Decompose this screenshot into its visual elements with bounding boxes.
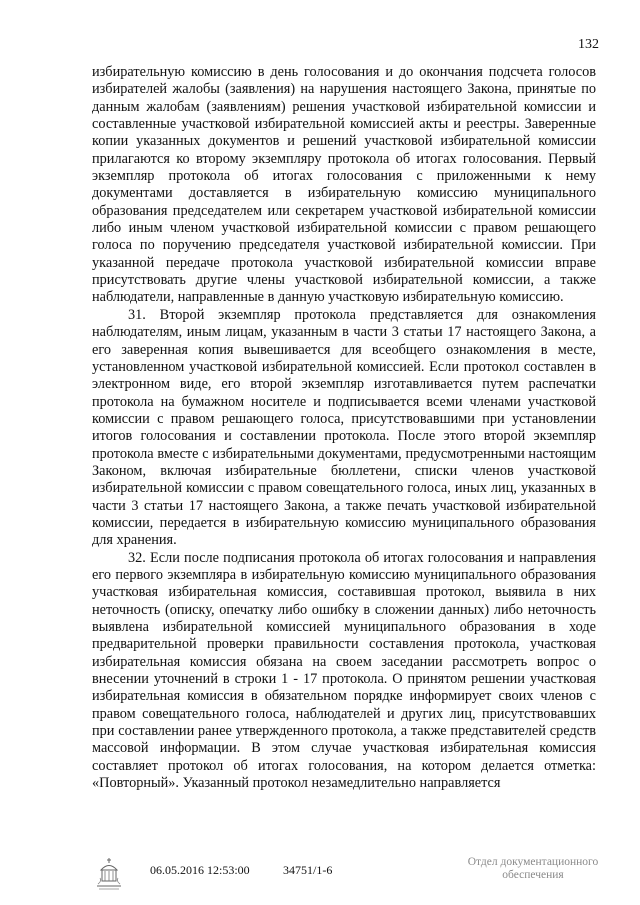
- footer: [0, 855, 640, 905]
- stamp-document-code: 34751/1-6: [283, 863, 333, 877]
- stamp-department: [448, 856, 618, 882]
- stamp-datetime: 06.05.2016 12:53:00: [150, 863, 250, 877]
- emblem-icon: [94, 856, 124, 890]
- page-number: 132: [578, 37, 599, 52]
- stamp-department-line2: обеспечения: [502, 869, 564, 881]
- paragraph-continuation: избирательную комиссию в день голосования и до окончания подсчета голосов избирателей жалобы (заявления) на нарушения настоящего Закона, принятые по данным жалобам (заявлениям) решения участковой избирательной комиссии и составленные участковой избирательной комиссией акты и реестры. Заверенные копии указанных документов и решений участковой избирательной комиссии прилагаются ко второму экземпляру протокола об итогах голосования. Первый экземпляр протокола об итогах голосования с приложенными к нему документами доставляется в избирательную комиссию муниципального образования председателем или секретарем участковой избирательной комиссии либо иным членом участковой избирательной комиссии с правом решающего голоса по поручению председателя участковой избирательной комиссии. При указанной передаче протокола участковой избирательной комиссии вправе присутствовать другие члены участковой избирательной комиссии, а также наблюдатели, направленные в данную участковую избирательную комиссию.: [92, 64, 596, 306]
- paragraph-32: 32. Если после подписания протокола об итогах голосования и направления его первого экземпляра в избирательную комиссию муниципального образования участковая избирательная комиссия, составившая протокол, выявила в них неточность (описку, опечатку либо ошибку в сложении данных) либо неточность выявлена избирательной комиссией муниципального образования в ходе предварительной проверки правильности составления протокола, участковая избирательная комиссия обязана на своем заседании рассмотреть вопрос о внесении уточнений в строки 1 - 17 протокола. О принятом решении участковая избирательная комиссия в обязательном порядке информирует своих членов с правом совещательного голоса, наблюдателей и других лиц, присутствовавших при составлении ранее утвержденного протокола, а также представителей средств массовой информации. В этом случае участковая избирательная комиссия составляет протокол об итогах голосования, на котором делается отметка: «Повторный». Указанный протокол незамедлительно направляется: [92, 549, 596, 792]
- paragraph-31: 31. Второй экземпляр протокола представляется для ознакомления наблюдателям, иным лицам, указанным в части 3 статьи 17 настоящего Закона, а его заверенная копия вывешивается для всеобщего ознакомления в месте, установленном участковой избирательной комиссией. Если протокол составлен в электронном виде, его второй экземпляр изготавливается путем распечатки протокола на бумажном носителе и подписывается всеми членами участковой комиссии с правом решающего голоса, присутствовавшими при установлении итогов голосования и составлении протокола. После этого второй экземпляр протокола вместе с избирательными документами, предусмотренными настоящим Законом, включая избирательные бюллетени, списки членов участковой избирательной комиссии с правом совещательного голоса, иных лиц, указанных в части 3 статьи 17 настоящего Закона, а также печать участковой избирательной комиссии, передается в избирательную комиссию муниципального образования для хранения.: [92, 306, 596, 549]
- stamp-department-line1: Отдел документационного: [467, 856, 599, 868]
- document-body: [92, 64, 596, 792]
